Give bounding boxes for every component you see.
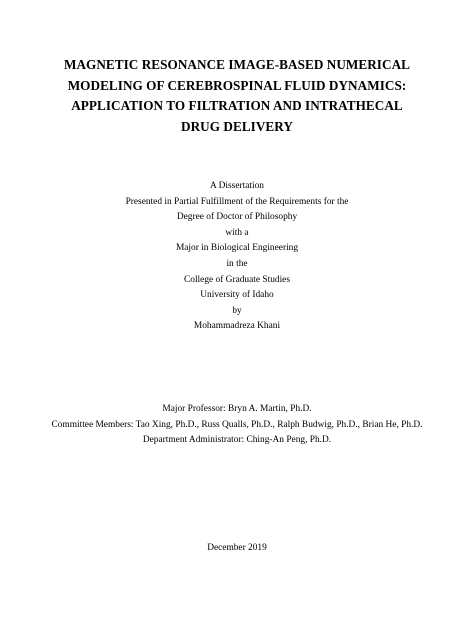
- author-name: Mohammadreza Khani: [193, 321, 281, 332]
- title-line: APPLICATION TO FILTRATION AND INTRATHECAL: [71, 98, 403, 113]
- university-name: University of Idaho: [200, 290, 274, 301]
- degree-name: Degree of Doctor of Philosophy: [176, 212, 298, 223]
- title-line: DRUG DELIVERY: [181, 118, 293, 134]
- dissertation-title: [20, 55, 454, 137]
- document-type: A Dissertation: [210, 181, 264, 191]
- submission-date: [0, 541, 474, 557]
- title-line: MAGNETIC RESONANCE IMAGE-BASED NUMERICAL: [63, 57, 410, 72]
- committee-members: Committee Members: Tao Xing, Ph.D., Russ Qualls, Ph.D., Ralph Budwig, Ph.D., Brian He, Ph.D.: [51, 419, 423, 430]
- date-text: December 2019: [207, 543, 267, 553]
- title-line: MODELING OF CEREBROSPINAL FLUID DYNAMICS:: [67, 77, 407, 93]
- connector-text: by: [232, 305, 242, 316]
- fulfillment-statement: Presented in Partial Fulfillment of the Requirements for the: [125, 196, 349, 207]
- major-professor: Major Professor: Bryn A. Martin, Ph.D.: [162, 404, 312, 414]
- department-administrator: Department Administrator: Ching-An Peng, Ph.D.: [142, 435, 332, 446]
- connector-text: in the: [226, 258, 248, 269]
- major-name: Major in Biological Engineering: [175, 243, 299, 254]
- connector-text: with a: [225, 227, 249, 238]
- college-name: College of Graduate Studies: [184, 274, 290, 285]
- submission-statement: [0, 179, 474, 335]
- committee-block: [0, 402, 474, 449]
